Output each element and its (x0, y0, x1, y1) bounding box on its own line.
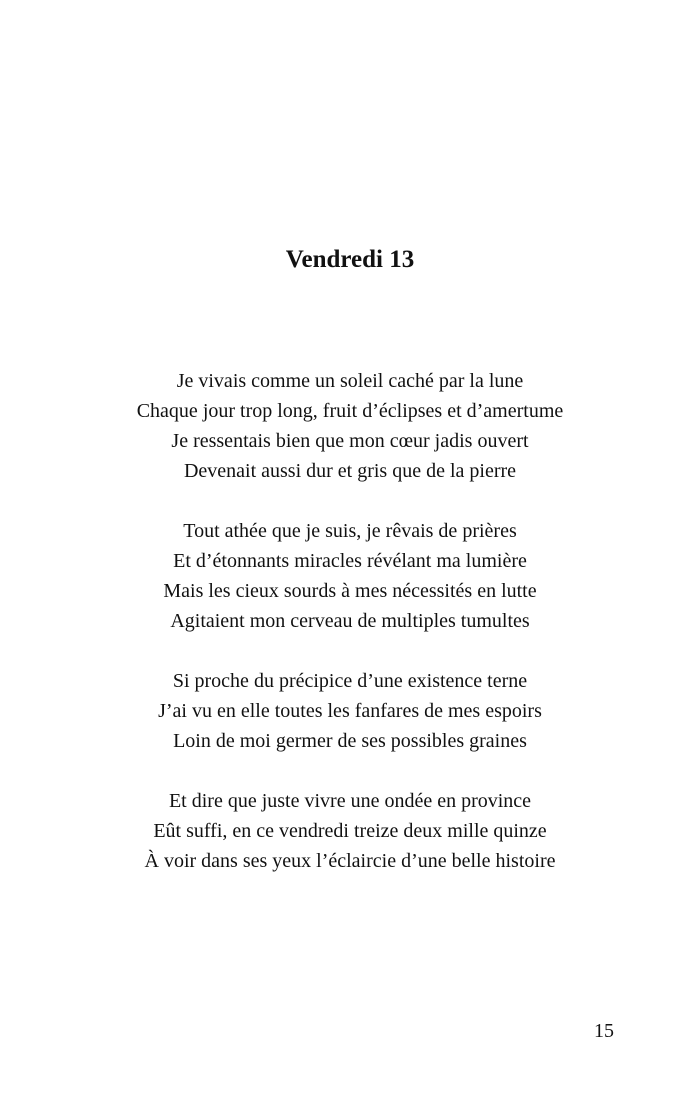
poem-title: Vendredi 13 (285, 246, 415, 273)
poem-line: Je vivais comme un soleil caché par la lune (176, 370, 524, 392)
page-number: 15 (594, 1020, 614, 1042)
poem-body (0, 366, 700, 906)
poem-line: Loin de moi germer de ses possibles graines (173, 730, 527, 752)
stanza-4 (0, 786, 700, 876)
poem-line: Agitaient mon cerveau de multiples tumultes (170, 610, 530, 632)
poem-line: Eût suffi, en ce vendredi treize deux mille quinze (153, 820, 547, 842)
poem-line: Tout athée que je suis, je rêvais de prières (183, 520, 517, 542)
poem-line: Mais les cieux sourds à mes nécessités en lutte (163, 580, 537, 602)
poem-line: Devenait aussi dur et gris que de la pierre (183, 460, 517, 482)
poem-line: Et d’étonnants miracles révélant ma lumière (173, 550, 527, 572)
stanza-1 (0, 366, 700, 486)
stanza-2 (0, 516, 700, 636)
poem-line: Je ressentais bien que mon cœur jadis ouvert (171, 430, 529, 452)
poem-line: À voir dans ses yeux l’éclaircie d’une belle histoire (144, 850, 556, 872)
poem-line: J’ai vu en elle toutes les fanfares de mes espoirs (158, 700, 542, 722)
poem-line: Chaque jour trop long, fruit d’éclipses et d’amertume (136, 400, 564, 422)
stanza-3 (0, 666, 700, 756)
poem-line: Si proche du précipice d’une existence terne (172, 670, 528, 692)
poem-line: Et dire que juste vivre une ondée en province (168, 790, 532, 812)
